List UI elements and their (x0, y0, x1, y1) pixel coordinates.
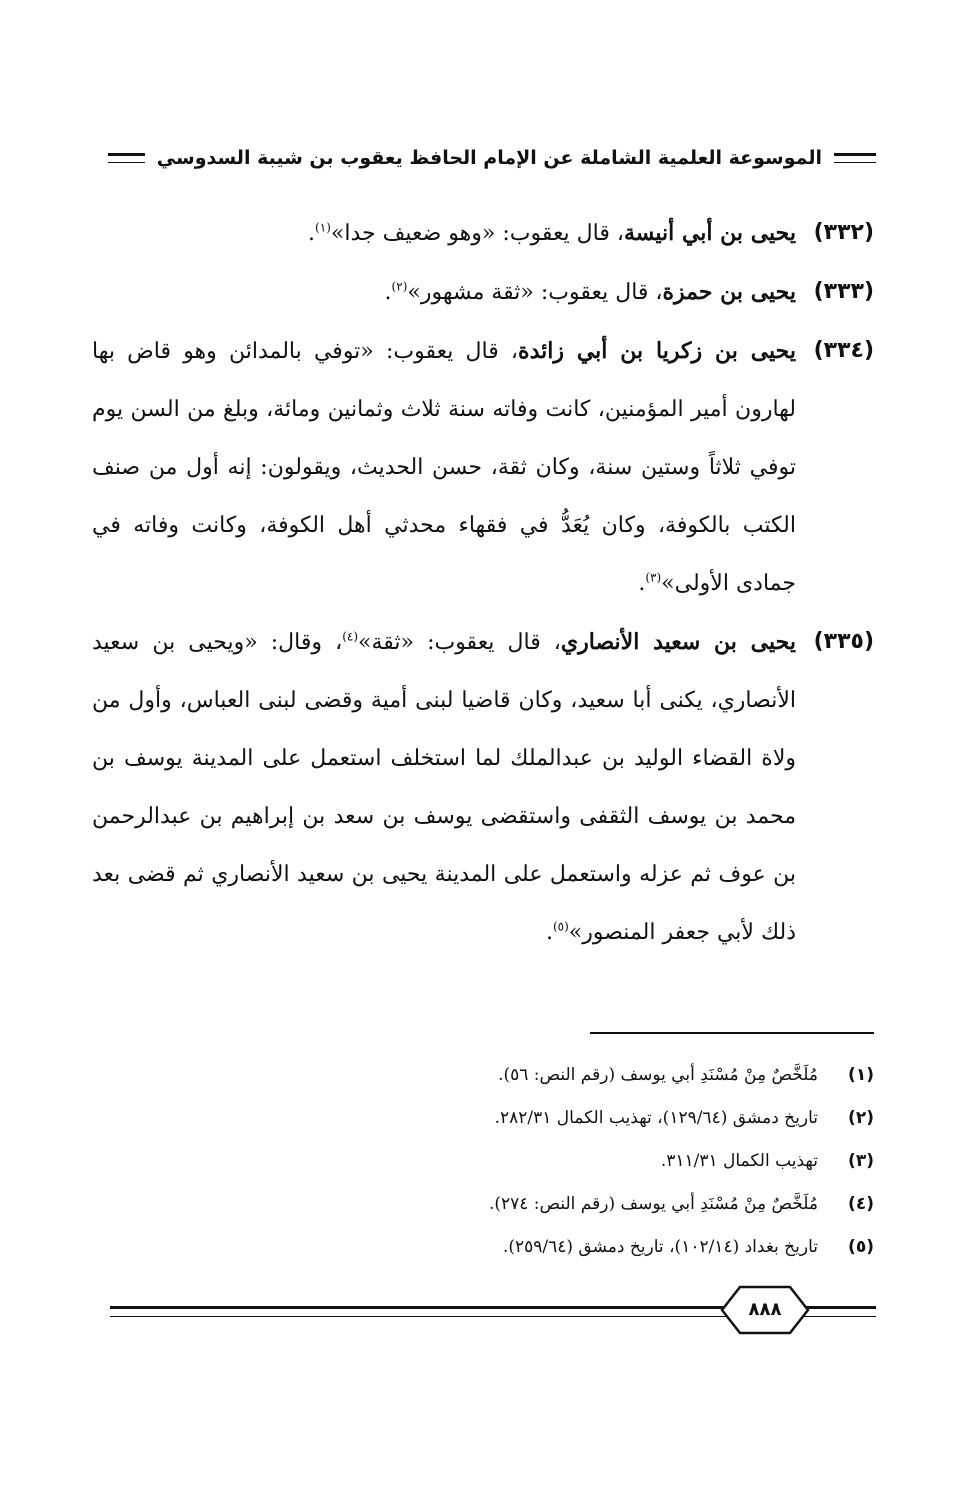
entry-body: ، قال يعقوب: «ثقة مشهور» (407, 280, 663, 305)
header-rule-left (108, 153, 145, 163)
entries-list (92, 204, 874, 962)
running-header-title: الموسوعة العلمية الشاملة عن الإمام الحافظ يعقوب بن شيبة السدوسي (156, 147, 822, 169)
footnote-text: تاريخ دمشق (١٢٩/٦٤)، تهذيب الكمال ٢٨٢/٣١. (494, 1108, 818, 1128)
entry-text (92, 263, 796, 322)
footnote-number: (٤) (848, 1194, 874, 1214)
header-rule-right (834, 153, 876, 163)
entry-tail: . (308, 221, 316, 246)
footnote-text: تهذيب الكمال ٣١١/٣١. (660, 1151, 818, 1171)
entry-body: ، قال يعقوب: «توفي بالمدائن وهو قاض بها لهارون أمير المؤمنين، كانت وفاته سنة ثلاث وثمانين ومائة، وبلغ من السن يوم توفي ثلاثاً وستين سنة، وكان ثقة، حسن الحديث، ويقولون: إنه أول من صنف الكتب بالكوفة، وكان يُعَدُّ في فقهاء محدثي أهل الكوفة، وكانت وفاته في جمادى الأولى» (92, 339, 796, 596)
entry-tail: . (545, 920, 553, 945)
entry-number: (٣٣٤) (813, 338, 874, 363)
entry-body: ، قال يعقوب: «وهو ضعيف جدا» (330, 221, 624, 246)
footnote-divider (590, 1032, 874, 1034)
entry-number: (٣٣٢) (813, 220, 874, 245)
bottom-rule-left (110, 1306, 730, 1317)
entry-332 (92, 204, 874, 263)
entry-text (92, 204, 796, 263)
footnote-number: (٢) (848, 1108, 874, 1128)
footnote-item (92, 1097, 874, 1140)
footnote-number: (١) (848, 1065, 874, 1085)
footnote-item (92, 1226, 874, 1269)
footnote-ref[interactable]: (٥) (552, 919, 569, 934)
entry-335 (92, 613, 874, 962)
narrator-name: يحيى بن زكريا بن أبي زائدة (518, 338, 796, 364)
footnote-text: مُلَخَّصٌ مِنْ مُسْنَدِ أبي يوسف (رقم النص: ٥٦). (498, 1065, 818, 1085)
entry-text (92, 613, 796, 962)
entry-body-continued: ، وقال: «ويحيى بن سعيد الأنصاري، يكنى أبا سعيد، وكان قاضيا لبنى أمية وقضى لبنى العباس، وأول من ولاة القضاء الوليد بن عبدالملك لما استخلف استعمل على المدينة يوسف بن محمد بن يوسف الثقفى واستقضى يوسف بن سعد بن إبراهيم بن عبدالرحمن بن عوف ثم عزله واستعمل على المدينة يحيى بن سعيد الأنصاري ثم قضى بعد ذلك لأبي جعفر المنصور» (92, 630, 796, 945)
footnote-number: (٣) (848, 1151, 874, 1171)
footnote-item (92, 1183, 874, 1226)
footnote-ref[interactable]: (١) (315, 220, 331, 235)
footnote-item (92, 1140, 874, 1183)
footnote-text: تاريخ بغداد (١٠٢/١٤)، تاريخ دمشق (٢٥٩/٦٤). (502, 1237, 818, 1257)
footnote-number: (٥) (848, 1237, 874, 1257)
page-number-badge (718, 1284, 812, 1336)
entry-body: ، قال يعقوب: «ثقة» (358, 630, 561, 655)
entry-tail: . (384, 280, 392, 305)
narrator-name: يحيى بن حمزة (662, 279, 796, 305)
entry-tail: . (638, 571, 646, 596)
entry-334 (92, 322, 874, 613)
entry-333 (92, 263, 874, 322)
footnote-ref[interactable]: (٤) (342, 629, 359, 644)
entry-number: (٣٣٥) (813, 629, 874, 654)
running-header (108, 138, 876, 178)
footnotes (92, 1054, 874, 1269)
footnote-ref[interactable]: (٣) (645, 570, 662, 585)
footnote-item (92, 1054, 874, 1097)
footnote-ref[interactable]: (٢) (391, 279, 408, 294)
page-number: ٨٨٨ (748, 1299, 782, 1320)
entry-text (92, 322, 796, 613)
entry-number: (٣٣٣) (813, 279, 874, 304)
footnote-text: مُلَخَّصٌ مِنْ مُسْنَدِ أبي يوسف (رقم النص: ٢٧٤). (488, 1194, 818, 1214)
narrator-name: يحيى بن سعيد الأنصاري (560, 629, 796, 655)
narrator-name: يحيى بن أبي أنيسة (623, 220, 796, 246)
